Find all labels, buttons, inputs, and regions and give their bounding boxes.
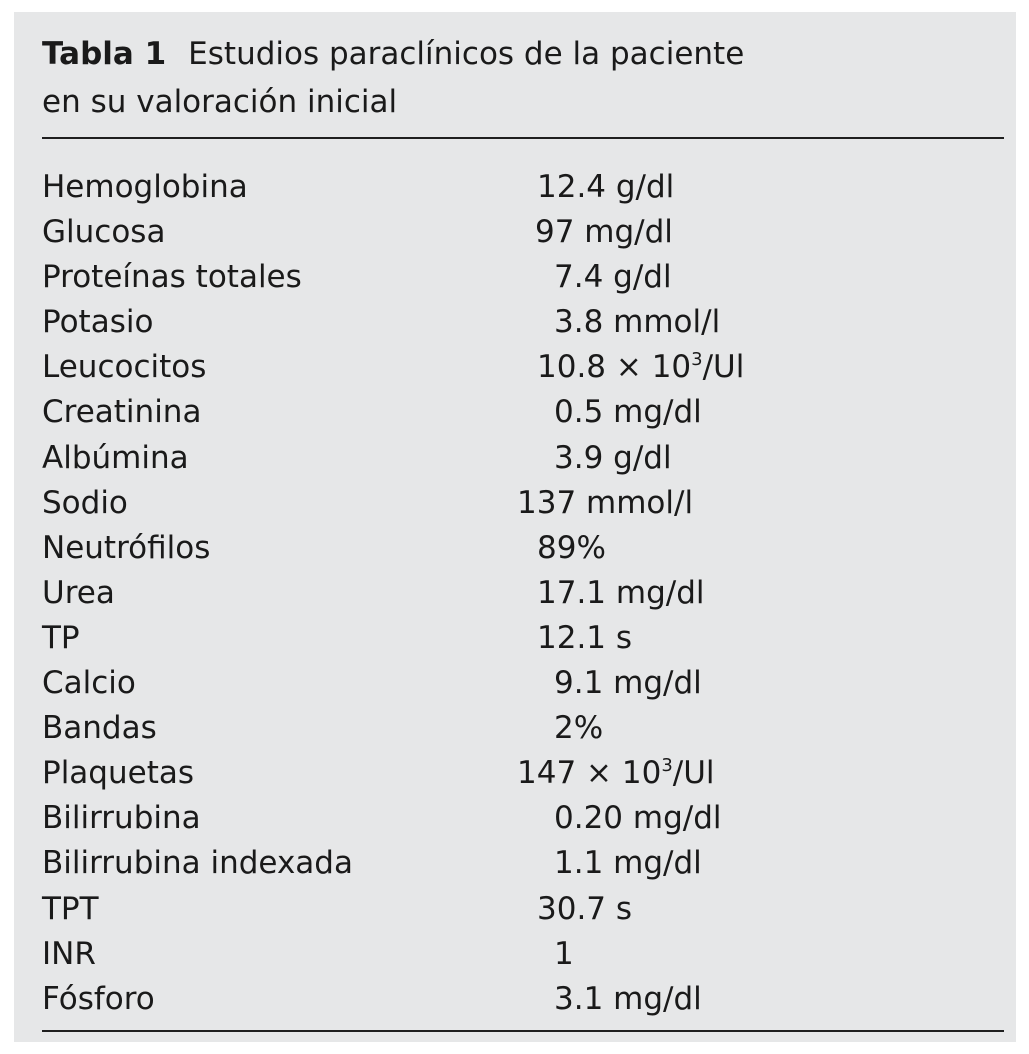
value-unit: /Ul xyxy=(672,755,715,792)
value-text: 9.1 mg/dl xyxy=(554,665,702,702)
parameter-name: Sodio xyxy=(42,484,128,521)
table-row xyxy=(42,977,1004,1022)
value-text: 0.20 mg/dl xyxy=(554,800,722,837)
parameter-value xyxy=(537,571,705,616)
table-row xyxy=(42,165,1004,210)
value-text: 2% xyxy=(554,710,604,747)
table-row xyxy=(42,661,1004,706)
table-title-line2: en su valoración inicial xyxy=(42,84,398,120)
parameter-name: TPT xyxy=(42,890,99,927)
parameter-value xyxy=(537,165,674,210)
parameter-name: Fósforo xyxy=(42,980,155,1017)
parameter-name: Calcio xyxy=(42,665,136,702)
value-text: 7.4 g/dl xyxy=(554,259,672,296)
table-title-line1: Estudios paraclínicos de la paciente xyxy=(188,36,745,72)
table-panel xyxy=(14,12,1016,1042)
value-text: 12.4 g/dl xyxy=(537,169,675,205)
parameter-name: Bilirrubina indexada xyxy=(42,845,353,882)
parameter-value xyxy=(554,436,672,481)
parameter-value xyxy=(537,345,744,390)
table-row xyxy=(42,616,1004,661)
parameter-value xyxy=(554,390,702,435)
table-row xyxy=(42,300,1004,345)
parameter-value xyxy=(517,751,715,796)
parameter-value xyxy=(554,706,603,751)
table-row xyxy=(42,932,1004,977)
parameter-name: INR xyxy=(42,935,96,972)
value-text: 0.5 mg/dl xyxy=(554,394,702,431)
parameter-value xyxy=(537,887,632,932)
parameter-name: Bandas xyxy=(42,710,157,747)
bottom-rule xyxy=(42,1030,1004,1032)
value-text: 12.1 s xyxy=(537,619,633,656)
parameter-value xyxy=(537,616,632,661)
parameter-value xyxy=(554,977,702,1022)
parameter-name: Leucocitos xyxy=(42,349,207,386)
table-row xyxy=(42,210,1004,255)
table-row xyxy=(42,796,1004,841)
value-text: 30.7 s xyxy=(537,890,633,927)
parameter-value xyxy=(554,932,574,977)
parameter-value xyxy=(554,661,702,706)
value-text: 3.8 mmol/l xyxy=(554,304,721,341)
value-text: 137 mmol/l xyxy=(517,484,694,521)
parameter-value xyxy=(535,210,673,255)
top-rule xyxy=(42,137,1004,139)
table-row xyxy=(42,436,1004,481)
parameter-name: TP xyxy=(42,619,80,656)
parameter-name: Potasio xyxy=(42,304,154,341)
value-unit: /Ul xyxy=(702,349,745,386)
table-caption xyxy=(42,30,982,126)
table-row xyxy=(42,345,1004,390)
value-text: 147 × 10 xyxy=(517,755,662,792)
table-row xyxy=(42,571,1004,616)
value-text: 97 mg/dl xyxy=(535,214,673,251)
table-row xyxy=(42,255,1004,300)
table-row xyxy=(42,841,1004,886)
table-body xyxy=(42,165,1004,1022)
value-text: 10.8 × 10 xyxy=(537,349,692,386)
value-text: 1 xyxy=(554,935,574,972)
value-text: 89% xyxy=(537,529,606,566)
parameter-value xyxy=(554,300,720,345)
value-exponent: 3 xyxy=(691,349,703,371)
table-row xyxy=(42,706,1004,751)
value-text: 1.1 mg/dl xyxy=(554,845,702,882)
parameter-value xyxy=(554,841,702,886)
value-exponent: 3 xyxy=(661,755,673,777)
parameter-name: Creatinina xyxy=(42,394,202,431)
value-text: 17.1 mg/dl xyxy=(537,574,705,611)
parameter-value xyxy=(517,481,693,526)
table-row xyxy=(42,526,1004,571)
parameter-name: Albúmina xyxy=(42,439,189,476)
parameter-value xyxy=(537,526,606,571)
table-row xyxy=(42,751,1004,796)
parameter-name: Glucosa xyxy=(42,214,166,251)
parameter-name: Urea xyxy=(42,574,115,611)
parameter-name: Neutrófilos xyxy=(42,529,211,566)
table-row xyxy=(42,887,1004,932)
parameter-name: Proteínas totales xyxy=(42,259,302,296)
table-row xyxy=(42,481,1004,526)
table-row xyxy=(42,390,1004,435)
table-label: Tabla 1 xyxy=(42,36,167,72)
value-text: 3.1 mg/dl xyxy=(554,980,702,1017)
parameter-name: Plaquetas xyxy=(42,755,195,792)
parameter-name: Bilirrubina xyxy=(42,800,201,837)
parameter-value xyxy=(554,255,672,300)
parameter-value xyxy=(554,796,722,841)
parameter-name: Hemoglobina xyxy=(42,169,248,205)
value-text: 3.9 g/dl xyxy=(554,439,672,476)
